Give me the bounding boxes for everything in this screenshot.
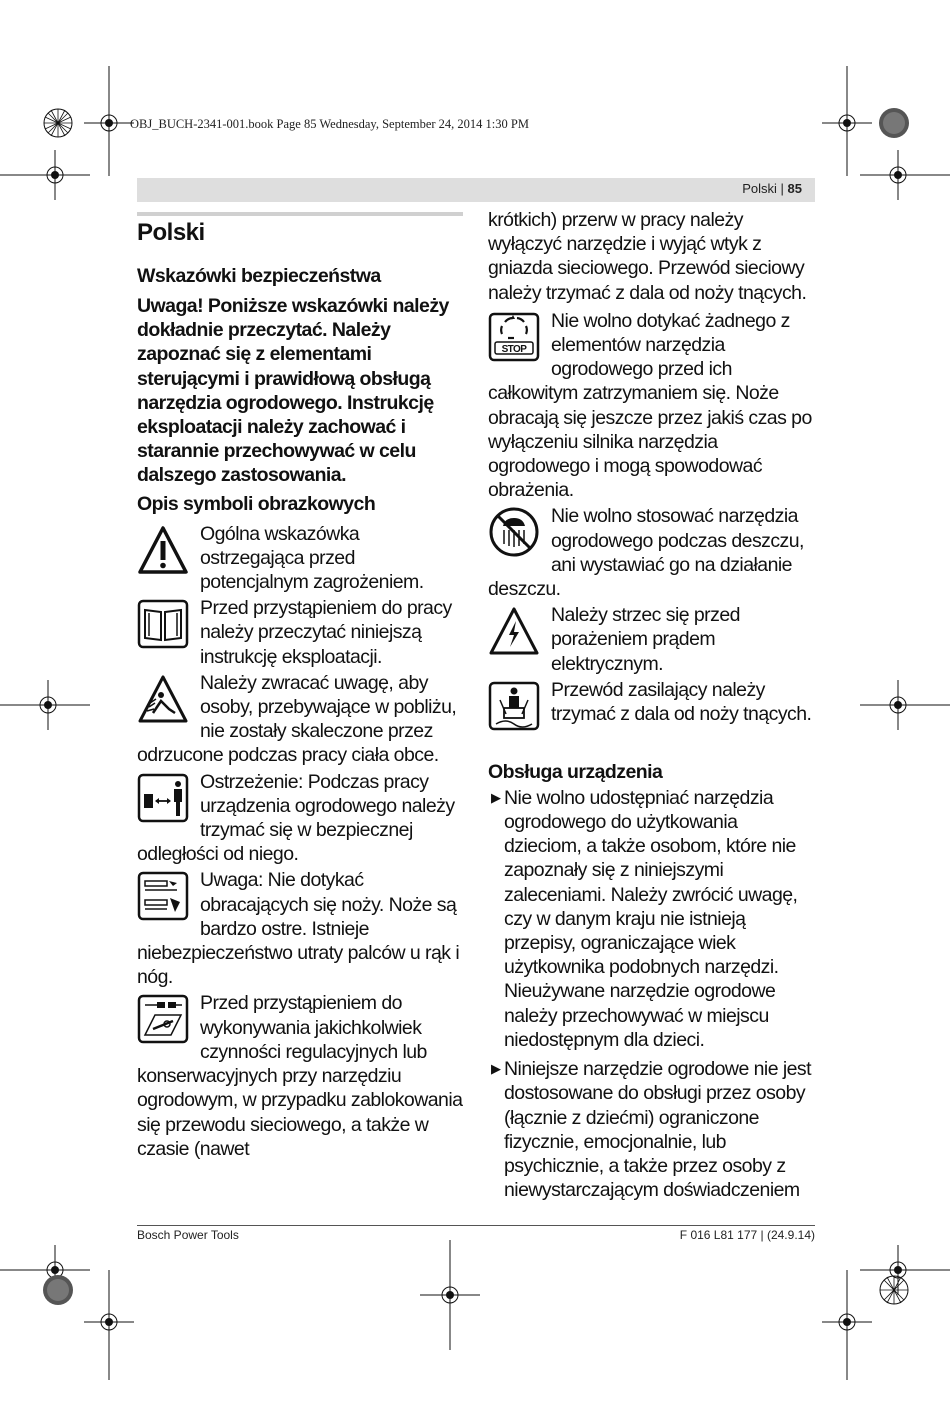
print-slug: OBJ_BUCH-2341-001.book Page 85 Wednesday, September 24, 2014 1:30 PM <box>130 117 529 131</box>
crosshair-mark <box>822 1270 872 1380</box>
symbol-text: Należy strzec się przed porażeniem prądem elektrycznym. <box>551 604 740 675</box>
symbol-text: Przed przystąpieniem do wykonywania jakichkolwiek czynności regulacyjnych lub konserwacyjnych przy narzędziu ogrodowym, w przypadku zablokowania się przewodu sieciowego, a także w czasie (nawet <box>137 992 463 1160</box>
symbol-item <box>137 671 465 768</box>
blade-hazard-icon <box>137 870 189 922</box>
bullet-text: Niniejsze narzędzie ogrodowe nie jest dostosowane do obsługi przez osoby (łącznie z dziećmi) ograniczone fizycznie, emocjonalnie, lub psychicznie, a także przez osoby z niewystarczającym doświadczeniem <box>504 1058 811 1202</box>
safe-distance-icon <box>137 772 189 824</box>
symbol-text: Przewód zasilający należy trzymać z dala od noży tnących. <box>551 678 812 726</box>
registration-mark <box>38 98 78 148</box>
symbol-text: Nie wolno dotykać żadnego z elementów narzędzia ogrodowego przed ich całkowitym zatrzymaniem się. Noże obracają się jeszcze przez jakiś czas po wyłączeniu silnika narzędzia ogrodowego i mogą spowodować obrażenia. <box>488 309 812 502</box>
bullet-arrow-icon: ▶ <box>491 1061 501 1077</box>
operation-heading: Obsługa urządzenia <box>488 760 663 783</box>
symbol-text: Przed przystąpieniem do pracy należy przeczytać niniejszą instrukcję eksploatacji. <box>200 597 452 668</box>
symbol-item <box>137 522 465 595</box>
symbol-text: Nie wolno stosować narzędzia ogrodowego podczas deszczu, ani wystawiać go na działanie deszczu. <box>488 505 804 601</box>
header-separator: | <box>776 181 788 196</box>
cable-away-icon <box>488 680 540 732</box>
page-number: 85 <box>787 181 802 196</box>
electric-shock-icon <box>488 605 540 657</box>
symbol-text: Ostrzeżenie: Podczas pracy urządzenia ogrodowego należy trzymać się w bezpiecznej odległości od niego. <box>137 770 455 866</box>
list-item <box>488 1057 818 1202</box>
header-language: Polski <box>742 181 777 196</box>
section-title: Polski <box>137 219 205 246</box>
symbol-item <box>137 868 465 989</box>
bullet-arrow-icon: ▶ <box>491 789 501 805</box>
warning-triangle-icon <box>137 524 189 576</box>
no-rain-icon <box>488 506 540 558</box>
bullet-text: Nie wolno udostępniać narzędzia ogrodowego do użytkowania dzieciom, a także osobom, które nie zapoznały się z niniejszymi zaleceniami. Należy zwrócić uwagę, czy w danym kraju nie istnieją przepisy, ograniczające wiek użytkownika podobnych narzędzi. Nieużywane narzędzie ogrodowe należy przechowywać w miejscu niedostępnym dla dzieci. <box>504 786 798 1051</box>
symbol-item <box>488 309 818 503</box>
crosshair-mark <box>0 150 90 200</box>
continuation-text: krótkich) przerw w pracy należy wyłączyć narzędzie i wyjąć wtyk z gniazda sieciowego. Przewód sieciowy należy trzymać z dala od noży tnących. <box>488 209 807 304</box>
right-column <box>488 208 818 1207</box>
stop-label: STOP <box>501 343 527 355</box>
list-item <box>488 786 818 1052</box>
crosshair-mark <box>84 66 134 176</box>
crosshair-mark <box>420 1240 480 1350</box>
symbols-heading: Opis symboli obrazkowych <box>137 492 376 515</box>
symbol-text: Należy zwracać uwagę, aby osoby, przebywające w pobliżu, nie zostały skaleczone przez odrzucone podczas pracy ciała obce. <box>137 671 457 767</box>
symbol-item <box>488 603 818 676</box>
crosshair-mark <box>860 150 950 200</box>
thrown-objects-icon <box>137 673 189 725</box>
symbol-item <box>488 504 818 601</box>
stop-rotation-icon <box>488 311 540 363</box>
crosshair-mark <box>84 1270 134 1380</box>
page-header <box>137 178 815 202</box>
registration-mark <box>872 1265 916 1315</box>
safety-heading: Wskazówki bezpieczeństwa <box>137 265 381 287</box>
footer-publisher: Bosch Power Tools <box>137 1228 239 1242</box>
footer-rule <box>137 1225 815 1226</box>
registration-mark <box>872 98 916 148</box>
crosshair-mark <box>860 680 950 730</box>
crosshair-mark <box>0 680 90 730</box>
footer-doc-code: F 016 L81 177 | (24.9.14) <box>679 1228 815 1242</box>
registration-mark <box>36 1265 80 1315</box>
symbol-text: Uwaga: Nie dotykać obracających się noży. Noże są bardzo ostre. Istnieje niebezpieczeństwo utraty palców u rąk i nóg. <box>137 869 460 989</box>
unplug-icon <box>137 993 189 1045</box>
symbol-item <box>137 596 465 669</box>
warning-text: Uwaga! Poniższe wskazówki należy dokładnie przeczytać. Należy zapoznać się z elementami sterującymi i prawidłową obsługą narzędzia ogrodowego. Instrukcję eksploatacji należy zachować i starannie przechowywać w celu dalszego zastosowania. <box>137 295 449 487</box>
header-text <box>742 181 802 196</box>
left-column <box>137 216 465 1163</box>
symbol-item <box>137 770 465 867</box>
symbol-item <box>488 678 818 732</box>
read-manual-icon <box>137 598 189 650</box>
symbol-text: Ogólna wskazówka ostrzegająca przed potencjalnym zagrożeniem. <box>200 522 424 594</box>
symbol-item <box>137 991 465 1160</box>
